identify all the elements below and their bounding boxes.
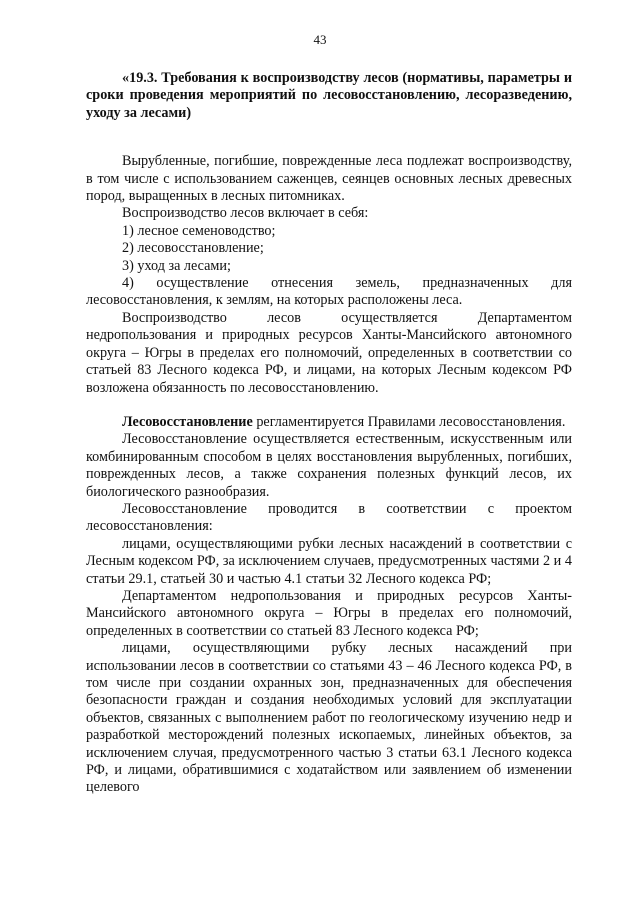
paragraph: Воспроизводство лесов включает в себя: [122, 205, 369, 222]
list-item: 2) лесовосстановление; [122, 240, 264, 257]
paragraph-text: регламентируется Правилами лесовосстановления. [252, 413, 566, 430]
page-number: 43 [313, 32, 327, 47]
paragraph [86, 414, 572, 431]
paragraph: лицами, осуществляющими рубку лесных насаждений при использовании лесов в соответствии со статьями 43 – 46 Лесного кодекса РФ, в том числе при создании охранных зон, предназначенных для обеспечения безопасности граждан и создания необходимых условий для эксплуатации объектов, связанных с выполнением работ по геологическому изучению недр и разработкой месторождений полезных ископаемых, линейных объектов, за исключением случая, предусмотренного частью 3 статьи 63.1 Лесного кодекса РФ, и лицами, обратившимися с ходатайством или заявлением об изменении целевого [86, 640, 572, 796]
paragraph: Воспроизводство лесов осуществляется Департаментом недропользования и природных ресурсов Ханты-Мансийского автономного округа – Югры в пределах его полномочий, определенных в соответствии со статьей 83 Лесного кодекса РФ, и лицами, на которых Лесным кодексом РФ возложена обязанность по лесовосстановлению. [86, 309, 572, 396]
document-body [86, 70, 572, 797]
paragraph: Департаментом недропользования и природных ресурсов Ханты-Мансийского автономного округа – Югры в пределах его полномочий, определенных в соответствии со статьей 83 Лесного кодекса РФ; [86, 587, 572, 639]
list-item: 4) осуществление отнесения земель, предназначенных для лесовосстановления, к землям, на которых расположены леса. [86, 275, 572, 309]
paragraph: Лесовосстановление проводится в соответствии с проектом лесовосстановления: [86, 500, 572, 535]
section-heading: «19.3. Требования к воспроизводству лесов (нормативы, параметры и сроки проведения мероприятий по лесовосстановлению, лесоразведению, уходу за лесами) [86, 70, 572, 121]
list-item: 1) лесное семеноводство; [122, 222, 276, 239]
list-item: 3) уход за лесами; [122, 257, 231, 274]
paragraph: Вырубленные, погибшие, поврежденные леса подлежат воспроизводству, в том числе с использованием саженцев, сеянцев основных лесных древесных пород, выращенных в лесных питомниках. [86, 153, 572, 205]
paragraph: лицами, осуществляющими рубки лесных насаждений в соответствии с Лесным кодексом РФ, за исключением случаев, предусмотренных частями 2 и 4 статьи 29.1, статьей 30 и частью 4.1 статьи 32 Лесного кодекса РФ; [86, 535, 572, 587]
paragraph: Лесовосстановление осуществляется естественным, искусственным или комбинированным способом в целях восстановления вырубленных, погибших, поврежденных лесов, а также сохранения полезных функций лесов, их биологического разнообразия. [86, 431, 572, 500]
spacer [86, 397, 572, 414]
bold-term: Лесовосстановление [122, 413, 253, 430]
